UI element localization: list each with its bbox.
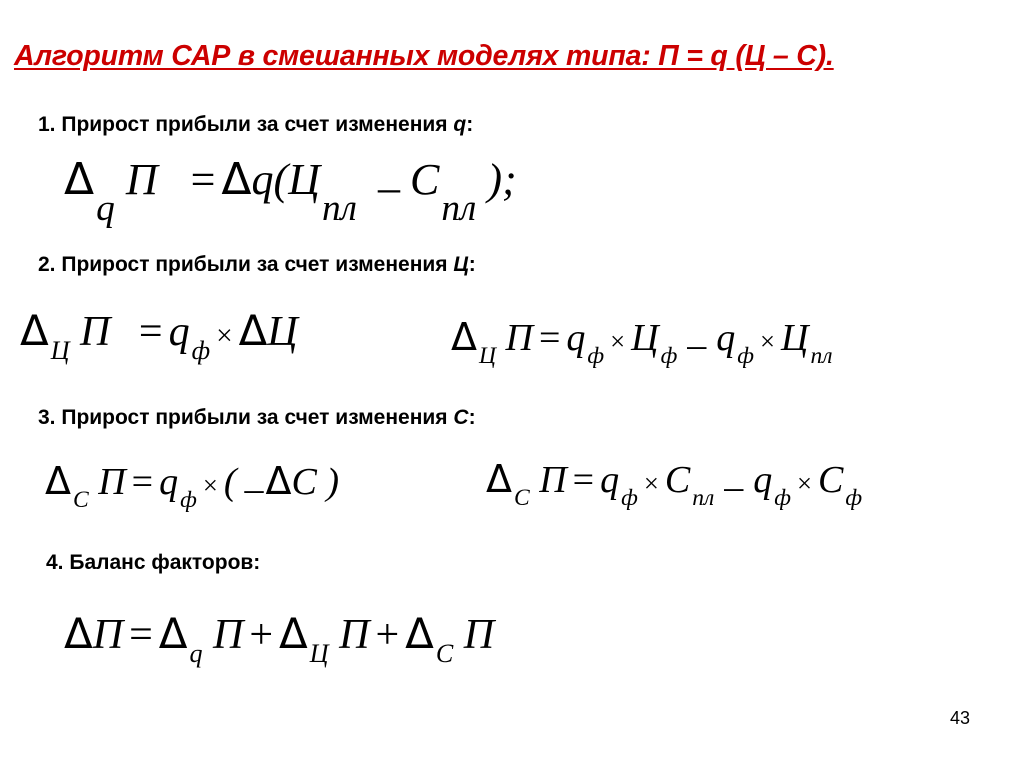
- minus-sign: –: [244, 467, 264, 510]
- section-2-heading-suffix: :: [468, 253, 476, 276]
- q-symbol: q: [159, 461, 179, 503]
- cost-symbol: C: [664, 459, 691, 501]
- formula-1: [64, 154, 517, 230]
- equals-sign: =: [131, 461, 154, 503]
- price-symbol: Ц: [288, 155, 320, 204]
- times-sign: ×: [202, 470, 218, 500]
- section-2-heading-var: Ц: [453, 253, 469, 276]
- q-symbol: q: [600, 459, 620, 501]
- times-sign: ×: [216, 320, 233, 352]
- subscript-f: ф: [660, 342, 678, 369]
- section-1-heading-var: q: [453, 113, 467, 136]
- section-2-heading-text: 2. Прирост прибыли за счет изменения: [38, 253, 454, 276]
- minus-sign: –: [724, 465, 744, 508]
- subscript-cost: С: [73, 486, 89, 513]
- equals-sign: =: [190, 155, 216, 204]
- subscript-price: Ц: [50, 336, 70, 366]
- formula-2a: [20, 306, 298, 366]
- profit-symbol: П: [80, 309, 111, 355]
- q-symbol: q: [716, 317, 736, 359]
- section-4-heading-text: 4. Баланс факторов:: [46, 551, 261, 574]
- subscript-q: q: [96, 188, 115, 230]
- page-number: 43: [949, 708, 970, 728]
- subscript-q: q: [189, 639, 203, 669]
- subscript-pl: пл: [321, 188, 357, 230]
- q-symbol: q: [566, 317, 586, 359]
- price-symbol: Ц: [631, 317, 659, 359]
- section-3-heading: [38, 406, 476, 430]
- right-paren: ): [487, 155, 502, 204]
- times-sign: ×: [796, 468, 812, 498]
- profit-symbol: П: [98, 461, 126, 503]
- left-paren: (: [273, 155, 289, 204]
- cost-symbol: C: [409, 155, 440, 204]
- q-symbol: q: [168, 309, 190, 355]
- right-paren: ): [326, 461, 339, 503]
- semicolon: ;: [501, 155, 517, 204]
- delta-symbol: Δ: [405, 609, 434, 658]
- delta-symbol: Δ: [64, 609, 93, 658]
- delta-symbol: Δ: [486, 457, 512, 501]
- subscript-f: ф: [191, 336, 211, 366]
- profit-symbol: П: [125, 155, 158, 204]
- plus-sign: +: [375, 612, 400, 658]
- section-1-heading-text: 1. Прирост прибыли за счет изменения: [38, 113, 454, 136]
- formula-3b: [486, 457, 863, 511]
- equals-sign: =: [538, 317, 561, 359]
- minus-sign: –: [377, 162, 400, 212]
- delta-symbol: Δ: [64, 154, 95, 205]
- delta-symbol: Δ: [20, 306, 49, 355]
- q-symbol: q: [753, 459, 773, 501]
- section-1-heading-suffix: :: [466, 113, 474, 136]
- formula-4: [64, 609, 495, 669]
- subscript-f: ф: [587, 342, 605, 369]
- formula-2b: [451, 315, 833, 369]
- subscript-pl: пл: [810, 342, 833, 369]
- times-sign: ×: [643, 468, 659, 498]
- slide-title: Алгоритм САР в смешанных моделях типа: П = q (Ц – С).: [14, 40, 834, 72]
- profit-symbol: П: [539, 459, 567, 501]
- subscript-pl: пл: [441, 188, 477, 230]
- delta-symbol: Δ: [451, 315, 477, 359]
- profit-symbol: П: [92, 612, 124, 658]
- subscript-f: ф: [845, 484, 863, 511]
- profit-symbol: П: [505, 317, 533, 359]
- delta-symbol: Δ: [238, 306, 268, 355]
- subscript-f: ф: [737, 342, 755, 369]
- subscript-f: ф: [774, 484, 791, 511]
- delta-symbol: Δ: [158, 609, 188, 658]
- section-1-heading: [38, 113, 473, 137]
- q-symbol: q: [251, 155, 274, 204]
- subscript-price: Ц: [309, 639, 329, 669]
- section-3-heading-text: 3. Прирост прибыли за счет изменения: [38, 406, 454, 429]
- formula-3a: [45, 459, 339, 513]
- equals-sign: =: [129, 612, 153, 658]
- minus-sign: –: [687, 323, 707, 366]
- cost-symbol: C: [291, 461, 317, 503]
- section-2-heading: [38, 253, 476, 277]
- subscript-cost: С: [514, 484, 530, 511]
- delta-symbol: Δ: [279, 609, 308, 658]
- equals-sign: =: [138, 309, 163, 355]
- profit-symbol: П: [213, 612, 244, 658]
- delta-symbol: Δ: [265, 459, 292, 503]
- subscript-pl: пл: [692, 484, 715, 511]
- section-3-heading-suffix: :: [468, 406, 476, 429]
- times-sign: ×: [760, 326, 776, 356]
- subscript-f: ф: [180, 486, 197, 513]
- delta-symbol: Δ: [45, 459, 71, 503]
- cost-symbol: C: [817, 459, 844, 501]
- price-symbol: Ц: [781, 317, 809, 359]
- plus-sign: +: [249, 612, 274, 658]
- price-symbol: Ц: [267, 309, 298, 355]
- left-paren: (: [223, 461, 237, 503]
- section-4-heading: [46, 551, 260, 575]
- subscript-f: ф: [621, 484, 638, 511]
- times-sign: ×: [610, 326, 626, 356]
- subscript-price: Ц: [479, 342, 497, 369]
- equals-sign: =: [572, 459, 595, 501]
- section-3-heading-var: С: [453, 406, 469, 429]
- delta-symbol: Δ: [221, 154, 252, 205]
- profit-symbol: П: [339, 612, 370, 658]
- subscript-cost: С: [435, 639, 454, 669]
- profit-symbol: П: [463, 612, 495, 658]
